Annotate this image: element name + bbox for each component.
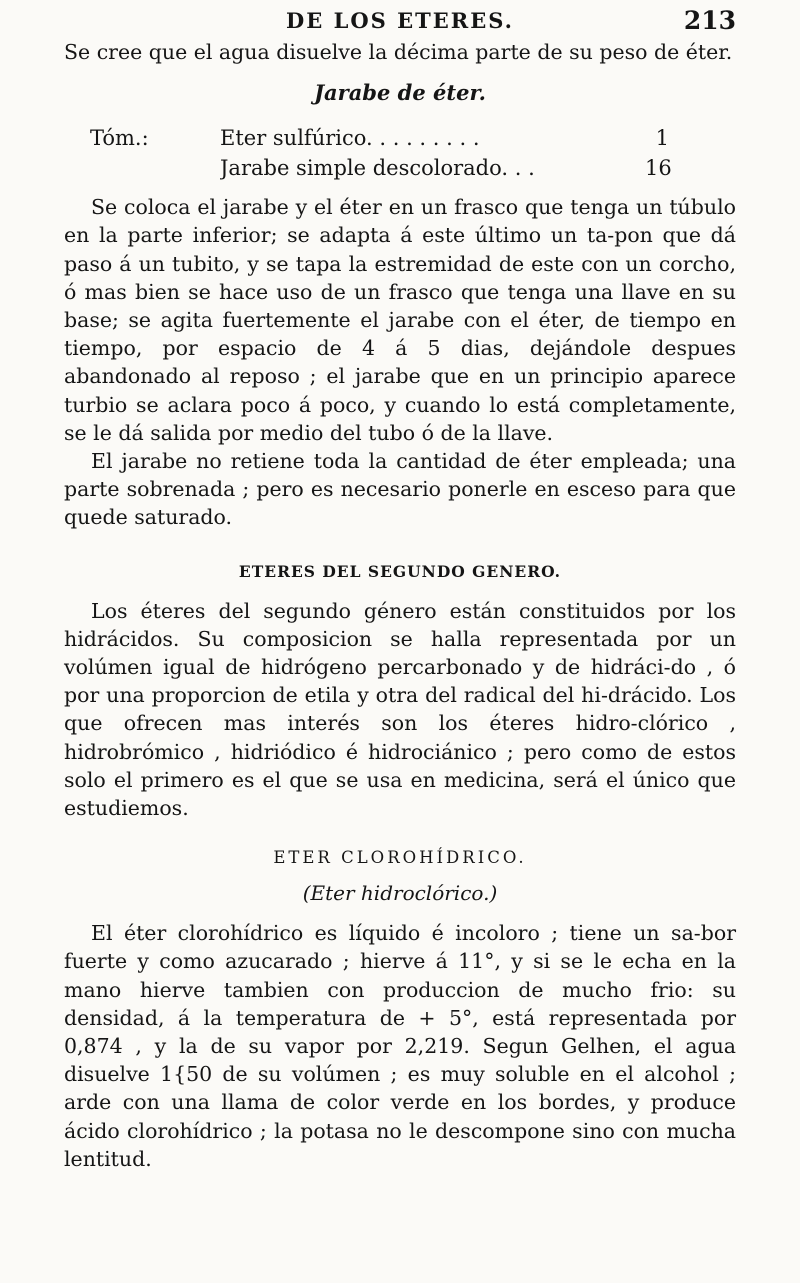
- intro-paragraph: Se cree que el agua disuelve la décima parte de su peso de éter.: [64, 40, 733, 64]
- running-title: DE LOS ETERES.: [286, 8, 514, 33]
- recipe-quantity: 1: [655, 126, 669, 151]
- section-heading-second-genus: ETERES DEL SEGUNDO GENERO.: [238, 561, 562, 581]
- recipe-label-spacer: [64, 153, 220, 183]
- recipe-block: [64, 123, 736, 183]
- method-paragraph: Se coloca el jarabe y el éter en un frasco que tenga un túbulo en la parte inferior; se adapta á este último un ta-pon que dá paso á un tubito, y se tapa la estremidad de este con un corcho, ó mas bien se hace uso de un frasco que tenga una llave en su base; se agita fuertemente el jarabe con el éter, de tiempo en tiempo, por espacio de 4 á 5 dias, dejándole despues abandonado al reposo ; el jarabe que en un principio aparece turbio se aclara poco á poco, y cuando lo está completamente, se le dá salida por medio del tubo ó de la llave.: [64, 195, 736, 445]
- page-number: 213: [683, 6, 736, 35]
- recipe-row: [64, 153, 736, 183]
- recipe-quantity: 16: [645, 156, 672, 181]
- second-genus-paragraph: Los éteres del segundo género están constituidos por los hidrácidos. Su composicion se halla representada por un volúmen igual de hidrógeno percarbonado y de hidráci-do , ó por una proporcion de etila y otra del radical del hi-drácido. Los que ofrecen mas interés son los éteres hidro-clórico , hidrobrómico , hidriódico é hidrociánico ; pero como de estos solo el primero es el que se usa en medicina, será el único que estudiemos.: [64, 598, 736, 821]
- retention-paragraph: El jarabe no retiene toda la cantidad de éter empleada; una parte sobrenada ; pero es necesario ponerle en esceso para que quede saturado.: [64, 449, 736, 530]
- recipe-row: [64, 123, 736, 153]
- properties-paragraph: El éter clorohídrico es líquido é incoloro ; tiene un sa-bor fuerte y como azucarado ; hierve á 11°, y si se le echa en la mano hierve tambien con produccion de mucho frio: su densidad, á la temperatura de + 5°, está representada por 0,874 , y la de su vapor por 2,219. Segun Gelhen, el agua disuelve 1{50 de su volúmen ; es muy soluble en el alcohol ; arde con una llama de color verde en los bordes, y produce ácido clorohídrico ; la potasa no le descompone sino con mucha lentitud.: [64, 921, 736, 1171]
- recipe-label: Tóm.:: [90, 126, 149, 151]
- section-heading-chlorohydric-ether: ETER CLOROHÍDRICO.: [273, 848, 527, 868]
- section-subtitle: (Eter hidroclórico.): [302, 881, 498, 906]
- running-header: [64, 0, 736, 38]
- recipe-ingredient: Eter sulfúrico. . . . . . . . .: [220, 126, 480, 151]
- jarabe-title: Jarabe de éter.: [314, 80, 486, 106]
- recipe-ingredient: Jarabe simple descolorado. . .: [220, 156, 535, 181]
